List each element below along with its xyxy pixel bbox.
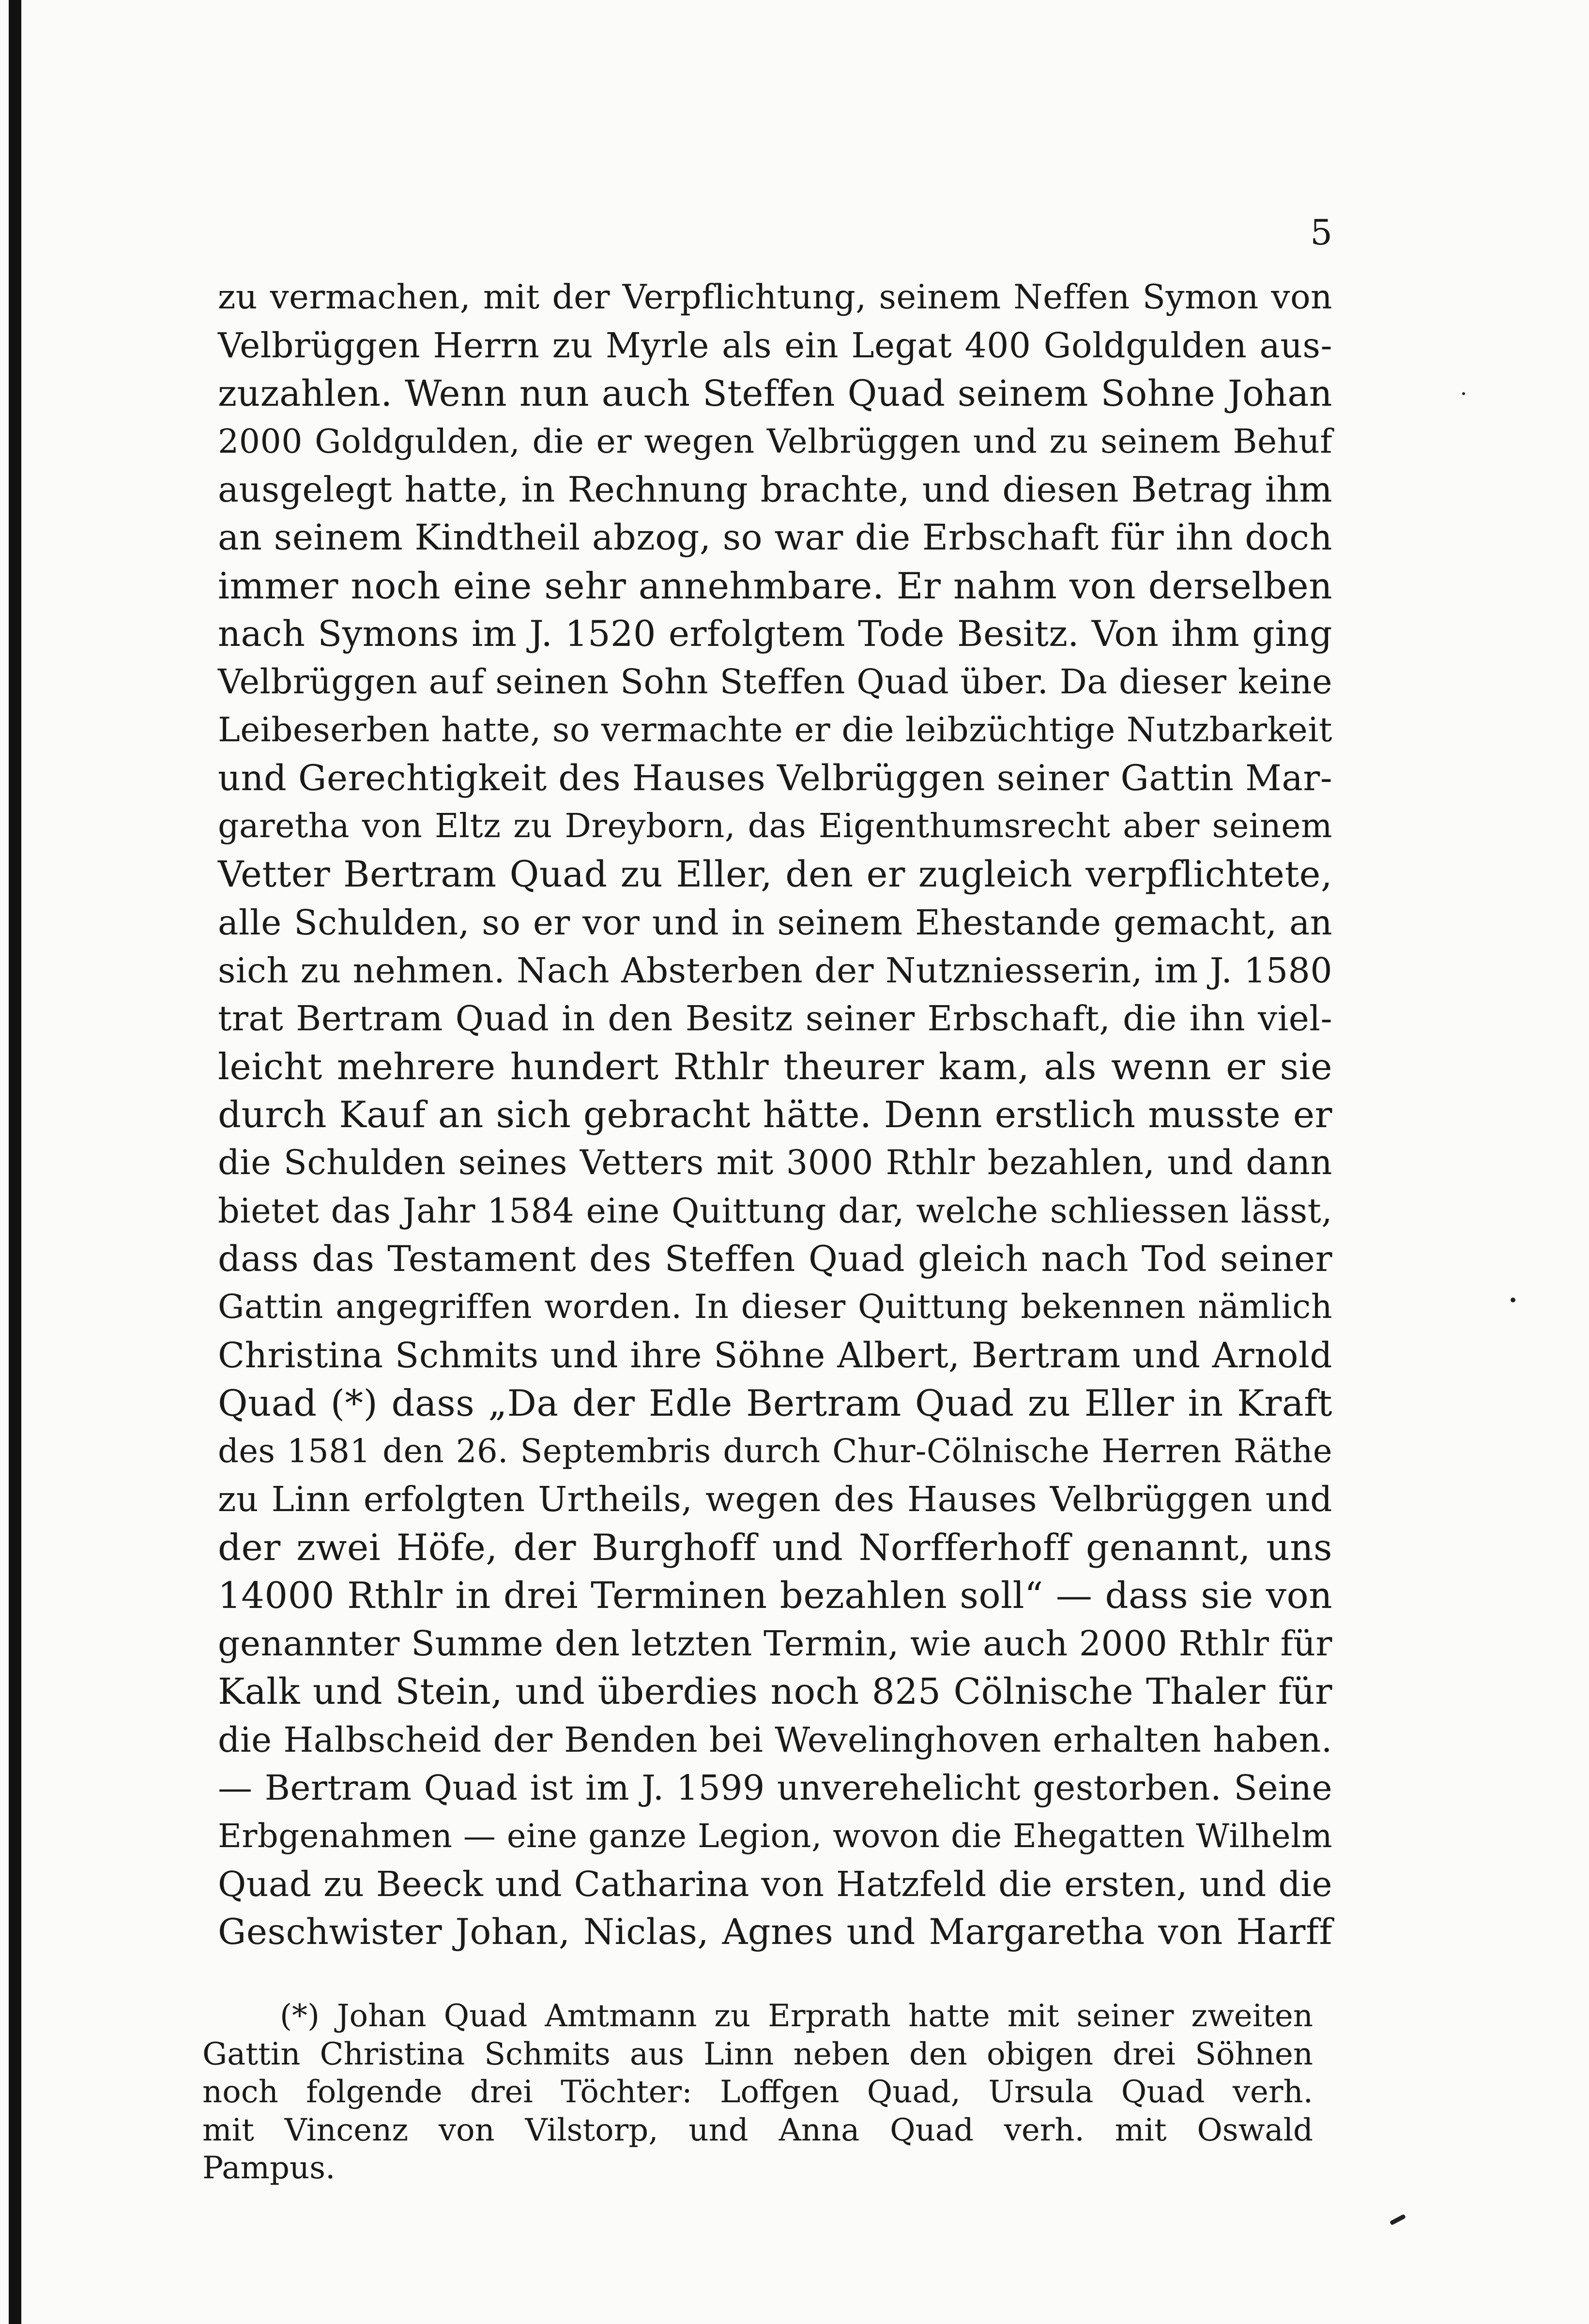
footnote-line: Pampus. [202, 2150, 336, 2186]
body-line: genannter Summe den letzten Termin, wie auch 2000 Rthlr für [218, 1623, 1332, 1664]
footnote-line: (*) Johan Quad Amtmann zu Erprath hatte mit seiner zweiten [280, 1998, 1313, 2034]
body-line: und Gerechtigkeit des Hauses Velbrüggen seiner Gattin Mar- [218, 757, 1332, 799]
footnote [202, 1997, 1313, 2187]
paper-speck [1390, 2214, 1406, 2226]
body-line: trat Bertram Quad in den Besitz seiner Erbschaft, die ihn viel- [218, 998, 1332, 1039]
body-line: Kalk und Stein, und überdies noch 825 Cölnische Thaler für [218, 1670, 1332, 1712]
body-line: — Bertram Quad ist im J. 1599 unverehelicht gestorben. Seine [218, 1768, 1332, 1808]
paper-speck [1511, 1298, 1515, 1302]
body-line: Leibeserben hatte, so vermachte er die leibzüchtige Nutzbarkeit [218, 710, 1332, 749]
paper-speck [1462, 392, 1465, 395]
body-line: des 1581 den 26. Septembris durch Chur-Cölnische Herren Räthe [218, 1432, 1332, 1470]
body-line: Gattin angegriffen worden. In dieser Quittung bekennen nämlich [218, 1288, 1332, 1327]
body-line: leicht mehrere hundert Rthlr theurer kam, als wenn er sie [218, 1045, 1332, 1088]
body-line: garetha von Eltz zu Dreyborn, das Eigenthumsrecht aber seinem [218, 807, 1332, 846]
body-line: Vetter Bertram Quad zu Eller, den er zugleich verpflichtete, [218, 853, 1332, 895]
body-line: Geschwister Johan, Niclas, Agnes und Margaretha von Harff [218, 1911, 1332, 1953]
page-number: 5 [1310, 212, 1332, 253]
body-line: zu Linn erfolgten Urtheils, wegen des Hauses Velbrüggen und [218, 1479, 1332, 1520]
body-line: der zwei Höfe, der Burghoff und Norfferhoff genannt, uns [218, 1526, 1332, 1569]
body-line: dass das Testament des Steffen Quad gleich nach Tod seiner [218, 1238, 1332, 1280]
body-line: sich zu nehmen. Nach Absterben der Nutzniesserin, im J. 1580 [218, 950, 1332, 991]
body-line: zu vermachen, mit der Verpflichtung, seinem Neffen Symon von [218, 278, 1332, 317]
body-text [218, 274, 1332, 1956]
body-line: die Schulden seines Vetters mit 3000 Rthlr bezahlen, und dann [218, 1143, 1332, 1183]
body-line: Quad zu Beeck und Catharina von Hatzfeld die ersten, und die [218, 1864, 1332, 1904]
footnote-line: noch folgende drei Töchter: Loffgen Quad, Ursula Quad verh. [202, 2074, 1313, 2110]
body-line: Christina Schmits und ihre Söhne Albert, Bertram und Arnold [218, 1334, 1332, 1376]
body-line: 2000 Goldgulden, die er wegen Velbrüggen und zu seinem Behuf [218, 422, 1332, 461]
body-line: immer noch eine sehr annehmbare. Er nahm von derselben [218, 564, 1332, 607]
body-line: 14000 Rthlr in drei Terminen bezahlen soll“ — dass sie von [218, 1574, 1332, 1617]
body-line: Velbrüggen Herrn zu Myrle als ein Legat 400 Goldgulden aus- [218, 325, 1332, 366]
binding-edge [9, 0, 21, 2324]
body-line: durch Kauf an sich gebracht hätte. Denn erstlich musste er [218, 1093, 1332, 1136]
body-line: ausgelegt hatte, in Rechnung brachte, und diesen Betrag ihm [218, 469, 1332, 510]
body-line: zuzahlen. Wenn nun auch Steffen Quad seinem Sohne Johan [218, 372, 1332, 414]
body-line: Velbrüggen auf seinen Sohn Steffen Quad über. Da dieser keine [218, 662, 1332, 702]
body-line: alle Schulden, so er vor und in seinem Ehestande gemacht, an [218, 902, 1332, 943]
body-line: die Halbscheid der Benden bei Wevelinghoven erhalten haben. [218, 1719, 1332, 1760]
body-line: an seinem Kindtheil abzog, so war die Erbschaft für ihn doch [218, 517, 1332, 559]
body-line: Erbgenahmen — eine ganze Legion, wovon die Ehegatten Wilhelm [218, 1817, 1332, 1855]
footnote-line: mit Vincenz von Vilstorp, und Anna Quad verh. mit Oswald [202, 2112, 1313, 2148]
footnote-line: Gattin Christina Schmits aus Linn neben den obigen drei Söhnen [202, 2036, 1313, 2072]
body-line: nach Symons im J. 1520 erfolgtem Tode Besitz. Von ihm ging [218, 613, 1332, 655]
body-line: bietet das Jahr 1584 eine Quittung dar, welche schliessen lässt, [218, 1191, 1332, 1231]
body-line: Quad (*) dass „Da der Edle Bertram Quad zu Eller in Kraft [218, 1381, 1332, 1424]
